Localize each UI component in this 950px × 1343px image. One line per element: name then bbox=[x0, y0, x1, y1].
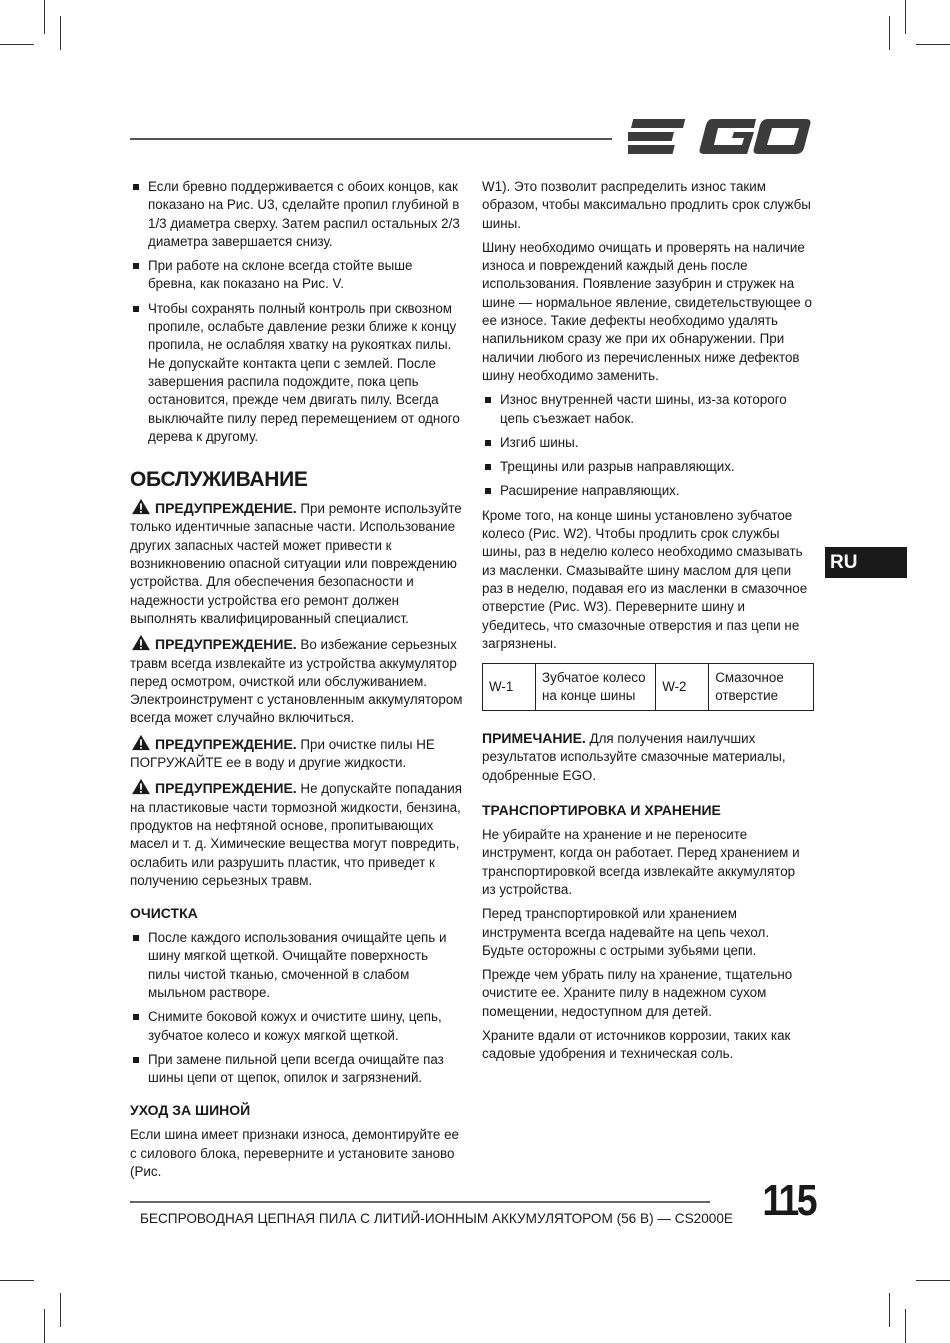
cleaning-heading: ОЧИСТКА bbox=[130, 905, 198, 922]
warning-text: Не допускайте попадания на пластиковые части тормозной жидкости, бензина, продуктов на нефтяной основе, пропитывающих масел и т. д. Химические вещества могут повредить, ослабить или разрушить пластик, что приведет к получению серьезных травм. bbox=[130, 781, 463, 888]
maintenance-heading: ОБСЛУЖИВАНИЕ bbox=[130, 468, 308, 492]
list-item: Трещины или разрыв направляющих. bbox=[482, 458, 812, 476]
warning-text: Во избежание серьезных травм всегда извлекайте из устройства аккумулятор перед осмотром, очисткой или обслуживанием. Электроинструмент с установленным аккумулятором всегда может случайно включиться. bbox=[130, 637, 463, 726]
crop-mark bbox=[889, 16, 890, 50]
warning-label: ПРЕДУПРЕЖДЕНИЕ. bbox=[155, 780, 297, 797]
note-label: ПРИМЕЧАНИЕ. bbox=[482, 730, 586, 747]
warning-triangle-icon bbox=[130, 634, 152, 651]
note-text: Для получения наилучших результатов используйте смазочные материалы, одобренные EGO. bbox=[482, 731, 786, 783]
parts-legend-table bbox=[482, 663, 814, 711]
ego-logo bbox=[628, 116, 812, 158]
crop-mark bbox=[916, 1280, 950, 1281]
warning-label: ПРЕДУПРЕЖДЕНИЕ. bbox=[155, 636, 297, 653]
paragraph: W1). Это позволит распределить износ таким образом, чтобы максимально продлить срок службы шины. bbox=[482, 179, 811, 231]
footer-rule bbox=[130, 1201, 710, 1203]
page-number: 115 bbox=[762, 1176, 815, 1225]
list-item: Изгиб шины. bbox=[482, 434, 812, 452]
bar-care-text: Если шина имеет признаки износа, демонтируйте ее с силового блока, переверните и установите заново (Рис. bbox=[130, 1127, 459, 1180]
left-column bbox=[130, 178, 463, 1187]
list-item: Если бревно поддерживается с обоих концов, как показано на Рис. U3, сделайте пропил глубиной в 1/3 диаметра сверху. Затем распил остальных 2/3 диаметра завершается снизу. bbox=[130, 178, 463, 251]
table-cell-label: Зубчатое колесо на конце шины bbox=[536, 664, 656, 711]
crop-mark bbox=[0, 44, 34, 45]
footer-title: БЕСПРОВОДНАЯ ЦЕПНАЯ ПИЛА С ЛИТИЙ-ИОННЫМ АККУМУЛЯТОРОМ (56 В) — CS2000E bbox=[140, 1211, 733, 1226]
crop-mark bbox=[889, 1293, 890, 1327]
list-item: Износ внутренней части шины, из-за которого цепь съезжает набок. bbox=[482, 391, 812, 428]
bar-defects-list bbox=[482, 391, 812, 500]
header-rule bbox=[130, 138, 612, 140]
warning-label: ПРЕДУПРЕЖДЕНИЕ. bbox=[155, 500, 297, 517]
table-row bbox=[483, 664, 814, 711]
paragraph: Прежде чем убрать пилу на хранение, тщательно очистите ее. Храните пилу в надежном сухом помещении, недоступном для детей. bbox=[482, 967, 793, 1019]
warning-triangle-icon bbox=[130, 734, 152, 751]
list-item: При замене пильной цепи всегда очищайте паз шины цепи от щепок, опилок и загрязнений. bbox=[130, 1051, 463, 1088]
cleaning-list bbox=[130, 929, 463, 1087]
crop-mark bbox=[905, 1309, 906, 1343]
warning-triangle-icon bbox=[130, 498, 152, 515]
warning-paragraph bbox=[130, 778, 463, 890]
crop-mark bbox=[916, 44, 950, 45]
warning-triangle-icon bbox=[130, 778, 152, 795]
list-item: Расширение направляющих. bbox=[482, 482, 812, 500]
paragraph: Шину необходимо очищать и проверять на наличие износа и повреждений каждый день после использования. Появление зазубрин и стружек на шине — нормальное явление, свидетельствующее о ее износе. Такие дефекты необходимо удалять напильником сразу же при их обнаружении. При наличии любого из перечисленных ниже дефектов шину необходимо заменить. bbox=[482, 239, 812, 383]
bar-care-heading: УХОД ЗА ШИНОЙ bbox=[130, 1102, 251, 1119]
crop-mark bbox=[44, 1309, 45, 1343]
paragraph: Храните вдали от источников коррозии, таких как садовые удобрения и техническая соль. bbox=[482, 1027, 791, 1062]
storage-heading: ТРАНСПОРТИРОВКА И ХРАНЕНИЕ bbox=[482, 802, 721, 819]
warning-paragraph bbox=[130, 734, 463, 773]
warning-label: ПРЕДУПРЕЖДЕНИЕ. bbox=[155, 735, 297, 752]
paragraph: Не убирайте на хранение и не переносите инструмент, когда он работает. Перед хранением и транспортировкой всегда извлекайте аккумулятор из устройства. bbox=[482, 827, 800, 897]
right-column bbox=[482, 178, 812, 1070]
crop-mark bbox=[0, 1280, 34, 1281]
table-cell-code: W-1 bbox=[483, 664, 536, 711]
list-item: При работе на склоне всегда стойте выше бревна, как показано на Рис. V. bbox=[130, 257, 463, 294]
warning-text: При очистке пилы НЕ ПОГРУЖАЙТЕ ее в воду и другие жидкости. bbox=[130, 736, 435, 771]
list-item: Чтобы сохранять полный контроль при сквозном пропиле, ослабьте давление резки ближе к концу пропила, не ослабляя хватку на рукоятках пилы. Не допускайте контакта цепи с землей. После завершения распила подождите, пока цепь остановится, прежде чем двигать пилу. Всегда выключайте пилу перед перемещением от одного дерева к другому. bbox=[130, 300, 463, 446]
language-tab: RU bbox=[825, 547, 907, 578]
paragraph: Перед транспортировкой или хранением инструмента всегда надевайте на цепь чехол. Будьте осторожны с острыми зубьями цепи. bbox=[482, 906, 770, 958]
paragraph: Кроме того, на конце шины установлено зубчатое колесо (Рис. W2). Чтобы продлить срок службы шины, раз в неделю колесо необходимо смазывать из масленки. Смазывайте шину маслом для цепи раз в неделю, подавая его из масленки в смазочное отверстие (Рис. W3). Переверните шину и убедитесь, что смазочные отверстия и паз цепи не загрязнены. bbox=[482, 507, 808, 651]
cutting-instructions-list bbox=[130, 178, 463, 446]
crop-mark bbox=[44, 0, 45, 34]
note-paragraph bbox=[482, 729, 812, 785]
warning-paragraph bbox=[130, 634, 463, 727]
warning-text: При ремонте используйте только идентичные запасные части. Использование других запасных частей может привести к возникновению опасной ситуации или повреждению устройства. Для обеспечения безопасности и надежности устройства его ремонт должен выполнять квалифицированный специалист. bbox=[130, 501, 462, 626]
list-item: Снимите боковой кожух и очистите шину, цепь, зубчатое колесо и кожух мягкой щеткой. bbox=[130, 1008, 463, 1045]
table-cell-label: Смазочное отверстие bbox=[709, 664, 814, 711]
table-cell-code: W-2 bbox=[656, 664, 709, 711]
warning-paragraph bbox=[130, 498, 463, 628]
crop-mark bbox=[60, 1293, 61, 1327]
list-item: После каждого использования очищайте цепь и шину мягкой щеткой. Очищайте поверхность пилы чистой тканью, смоченной в слабом мыльном растворе. bbox=[130, 929, 463, 1002]
crop-mark bbox=[60, 16, 61, 50]
crop-mark bbox=[905, 0, 906, 34]
